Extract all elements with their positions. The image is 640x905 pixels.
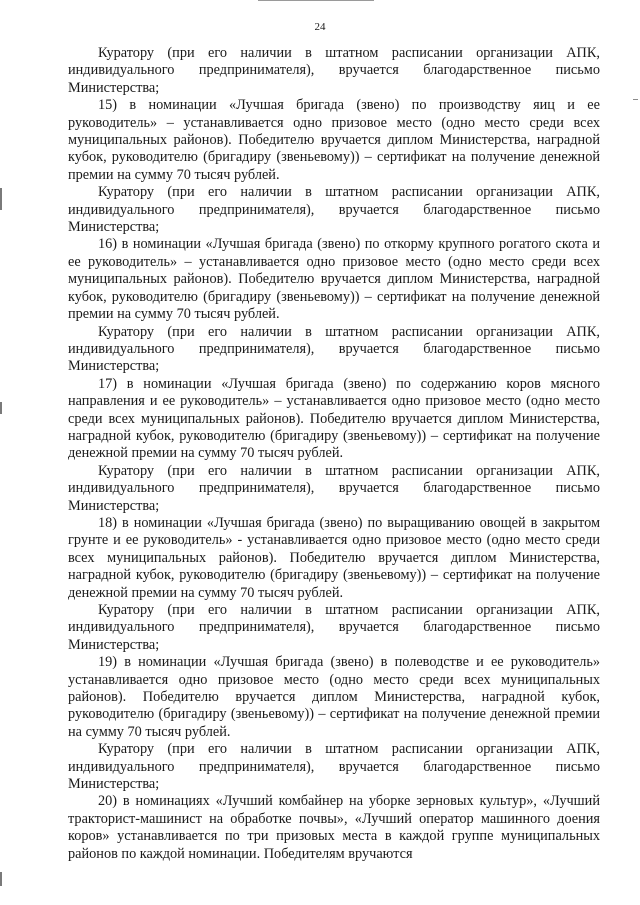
scan-edge-mark — [0, 872, 2, 886]
scan-edge-mark — [0, 402, 2, 414]
paragraph-curator-19: Куратору (при его наличии в штатном расписании организации АПК, индивидуального предпринимателя), вручается благодарственное письмо Министерства; — [68, 741, 600, 793]
paragraph-curator-14: Куратору (при его наличии в штатном расписании организации АПК, индивидуального предпринимателя), вручается благодарственное письмо Министерства; — [68, 45, 600, 96]
paragraph-curator-16: Куратору (при его наличии в штатном расписании организации АПК, индивидуального предпринимателя), вручается благодарственное письмо Министерства; — [68, 323, 600, 375]
paragraph-curator-15: Куратору (при его наличии в штатном расписании организации АПК, индивидуального предпринимателя), вручается благодарственное письмо Министерства; — [68, 184, 600, 236]
paragraph-item-15: 15) в номинации «Лучшая бригада (звено) по производству яиц и ее руководитель» – устанавливается одно призовое место (одно место среди всех муниципальных районов). Победителю вручается диплом Министерства, наградной кубок, руководителю (бригадиру (звеньевому)) – сертификат на получение денежной премии на сумму 70 тысяч рублей. — [68, 97, 600, 183]
paragraph-item-16: 16) в номинации «Лучшая бригада (звено) по откорму крупного рогатого скота и ее руководитель» – устанавливается одно призовое место (одно место среди всех муниципальных районов). Победителю вручается диплом Министерства, наградной кубок, руководителю (бригадиру (звеньевому)) – сертификат на получение денежной премии на сумму 70 тысяч рублей. — [68, 236, 600, 323]
document-body — [68, 45, 600, 863]
paragraph-item-20: 20) в номинациях «Лучший комбайнер на уборке зерновых культур», «Лучший тракторист-машинист на обработке почвы», «Лучший оператор машинного доения коров» устанавливается по три призовых места в каждой группе муниципальных районов по каждой номинации. Победителям вручаются — [68, 793, 600, 862]
paragraph-curator-17: Куратору (при его наличии в штатном расписании организации АПК, индивидуального предпринимателя), вручается благодарственное письмо Министерства; — [68, 462, 600, 514]
paragraph-item-17: 17) в номинации «Лучшая бригада (звено) по содержанию коров мясного направления и ее руководитель» – устанавливается одно призовое место (одно место среди всех муниципальных районов). Победителю вручается диплом Министерства, наградной кубок, руководителю (бригадиру (звеньевому)) – сертификат на получение денежной премии на сумму 70 тысяч рублей. — [68, 375, 600, 462]
paragraph-item-19: 19) в номинации «Лучшая бригада (звено) в полеводстве и ее руководитель» устанавливается одно призовое место (одно место среди всех муниципальных районов). Победителю вручается диплом Министерства, наградной кубок, руководителю (бригадиру (звеньевому)) – сертификат на получение денежной премии на сумму 70 тысяч рублей. — [68, 654, 600, 740]
top-edge-rule — [258, 0, 374, 1]
scan-edge-mark — [633, 99, 638, 100]
paragraph-item-18: 18) в номинации «Лучшая бригада (звено) по выращиванию овощей в закрытом грунте и ее руководитель» - устанавливается одно призовое место (одно место среди всех муниципальных районов). Победителю вручается диплом Министерства, наградной кубок, руководителю (бригадиру (звеньевому)) – сертификат на получение денежной премии на сумму 70 тысяч рублей. — [68, 514, 600, 601]
page-number: 24 — [314, 21, 326, 33]
scan-edge-mark — [0, 188, 2, 210]
paragraph-curator-18: Куратору (при его наличии в штатном расписании организации АПК, индивидуального предпринимателя), вручается благодарственное письмо Министерства; — [68, 602, 600, 653]
